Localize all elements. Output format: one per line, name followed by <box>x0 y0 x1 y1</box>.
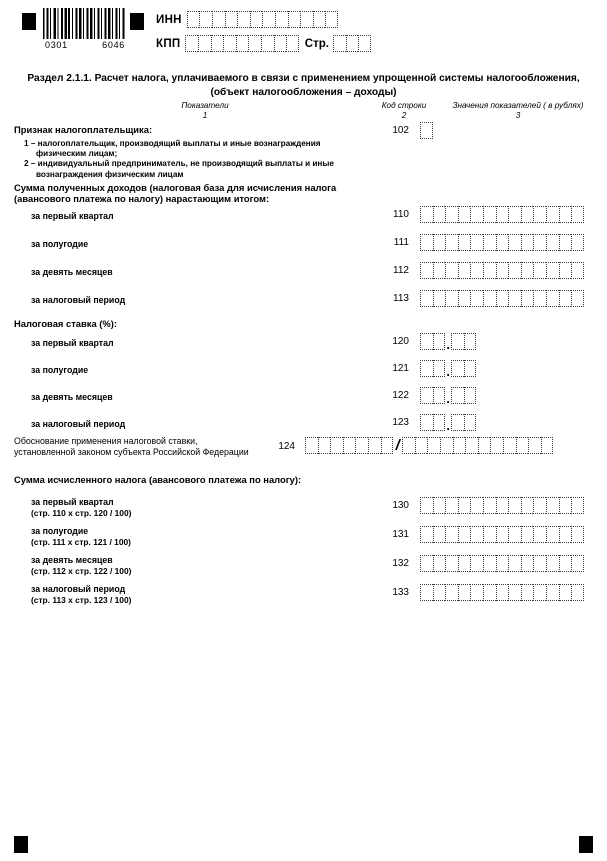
input-cell[interactable] <box>343 437 356 454</box>
input-cell[interactable] <box>451 387 464 404</box>
input-cell[interactable] <box>433 206 446 223</box>
input-cell[interactable] <box>451 360 464 377</box>
value-input-110[interactable] <box>420 206 584 223</box>
value-input-124[interactable] <box>305 437 553 454</box>
hint-line-3: 2 – индивидуальный предприниматель, не производящий выплаты и иные <box>24 159 334 169</box>
page-number-label: Стр. <box>304 37 329 50</box>
input-cell[interactable] <box>470 234 483 251</box>
line-code-120: 120 <box>392 336 409 347</box>
value-input-113[interactable] <box>420 290 584 307</box>
input-cell[interactable] <box>420 414 433 431</box>
row-formula-133: (стр. 113 x стр. 123 / 100) <box>31 594 132 605</box>
input-cell[interactable] <box>433 333 446 350</box>
input-cell[interactable] <box>533 290 546 307</box>
input-cell[interactable] <box>508 526 521 543</box>
barcode-left-digits: 0301 <box>45 40 68 50</box>
input-cell[interactable] <box>483 555 496 572</box>
title-line-1: Раздел 2.1.1. Расчет налога, уплачиваемого в связи с применением упрощенной системы налогообложения, <box>27 73 580 84</box>
input-cell[interactable] <box>483 497 496 514</box>
input-cell[interactable] <box>458 555 471 572</box>
input-cell[interactable] <box>300 11 313 28</box>
input-cell[interactable] <box>508 234 521 251</box>
row-label-111: за полугодие <box>31 239 89 249</box>
decimal-separator: . <box>446 418 450 433</box>
kpp-input[interactable] <box>185 35 298 52</box>
input-cell[interactable] <box>433 234 446 251</box>
input-cell[interactable] <box>402 437 415 454</box>
input-cell[interactable] <box>458 262 471 279</box>
input-cell[interactable] <box>420 290 433 307</box>
input-cell[interactable] <box>533 206 546 223</box>
hint-line-2: физическим лицам; <box>36 149 118 159</box>
row-label-131 <box>31 526 131 547</box>
input-cell[interactable] <box>236 35 249 52</box>
input-cell[interactable] <box>546 526 559 543</box>
input-cell[interactable] <box>433 262 446 279</box>
input-cell[interactable] <box>546 497 559 514</box>
input-cell[interactable] <box>571 497 584 514</box>
line-code-110: 110 <box>393 209 409 220</box>
input-cell[interactable] <box>516 437 529 454</box>
line-code-112: 112 <box>393 265 409 276</box>
value-input-120[interactable] <box>420 333 476 350</box>
line-code-131: 131 <box>392 529 409 540</box>
row-label-132 <box>31 555 131 576</box>
input-cell[interactable] <box>433 497 446 514</box>
input-cell[interactable] <box>508 584 521 601</box>
input-cell[interactable] <box>470 290 483 307</box>
input-cell[interactable] <box>445 526 458 543</box>
input-cell[interactable] <box>508 206 521 223</box>
section-title-income-line-2: (авансового платежа по налогу) нарастающим итогом: <box>14 193 270 204</box>
kpp-field-row <box>156 35 371 52</box>
input-cell[interactable] <box>420 555 433 572</box>
input-cell[interactable] <box>571 290 584 307</box>
input-cell[interactable] <box>420 206 433 223</box>
input-cell[interactable] <box>420 526 433 543</box>
input-cell[interactable] <box>546 206 559 223</box>
input-cell[interactable] <box>470 584 483 601</box>
row-label-130-text: за первый квартал <box>31 497 114 507</box>
input-cell[interactable] <box>445 234 458 251</box>
input-cell[interactable] <box>198 35 211 52</box>
row-label-113: за налоговый период <box>31 295 126 305</box>
input-cell[interactable] <box>433 387 446 404</box>
input-cell[interactable] <box>346 35 359 52</box>
input-cell[interactable] <box>571 526 584 543</box>
input-cell[interactable] <box>212 11 225 28</box>
input-cell[interactable] <box>458 290 471 307</box>
input-cell[interactable] <box>571 262 584 279</box>
row-label-121: за полугодие <box>31 365 89 375</box>
rate-justification-line-1: Обоснование применения налоговой ставки, <box>14 436 198 446</box>
taxpayer-attribute-hint <box>24 139 334 180</box>
input-cell[interactable] <box>483 290 496 307</box>
input-cell[interactable] <box>571 234 584 251</box>
line-code-121: 121 <box>392 363 409 374</box>
input-cell[interactable] <box>464 414 477 431</box>
input-cell[interactable] <box>521 526 534 543</box>
input-cell[interactable] <box>483 234 496 251</box>
value-input-132[interactable] <box>420 555 584 572</box>
input-cell[interactable] <box>286 35 299 52</box>
value-input-111[interactable] <box>420 234 584 251</box>
input-cell[interactable] <box>451 333 464 350</box>
input-cell[interactable] <box>521 555 534 572</box>
input-cell[interactable] <box>458 584 471 601</box>
input-cell[interactable] <box>358 35 371 52</box>
row-label-112: за девять месяцев <box>31 267 113 277</box>
input-cell[interactable] <box>262 11 275 28</box>
input-cell[interactable] <box>451 414 464 431</box>
rate-justification-label <box>14 436 249 457</box>
row-label-120: за первый квартал <box>31 338 114 348</box>
decimal-separator: . <box>446 391 450 406</box>
input-cell[interactable] <box>541 437 554 454</box>
input-cell[interactable] <box>508 262 521 279</box>
input-cell[interactable] <box>433 414 446 431</box>
input-cell[interactable] <box>496 206 509 223</box>
section-title-tax-rate: Налоговая ставка (%): <box>14 318 117 329</box>
input-cell[interactable] <box>318 437 331 454</box>
input-cell[interactable] <box>185 35 198 52</box>
input-cell[interactable] <box>533 526 546 543</box>
row-label-133 <box>31 584 131 605</box>
input-cell[interactable] <box>415 437 428 454</box>
input-cell[interactable] <box>427 437 440 454</box>
corner-mark-bottom-left <box>14 836 28 853</box>
column-headers <box>0 101 607 123</box>
line-code-122: 122 <box>392 390 409 401</box>
input-cell[interactable] <box>458 497 471 514</box>
input-cell[interactable] <box>237 11 250 28</box>
input-cell[interactable] <box>490 437 503 454</box>
corner-mark-top-left <box>22 13 36 30</box>
input-cell[interactable] <box>533 497 546 514</box>
row-label-133-text: за налоговый период <box>31 584 126 594</box>
value-input-123[interactable] <box>420 414 476 431</box>
input-cell[interactable] <box>325 11 338 28</box>
input-cell[interactable] <box>420 122 433 139</box>
input-cell[interactable] <box>503 437 516 454</box>
input-cell[interactable] <box>464 360 477 377</box>
input-cell[interactable] <box>313 11 326 28</box>
input-cell[interactable] <box>546 290 559 307</box>
column-header-values-num: 3 <box>515 111 521 120</box>
inn-input[interactable] <box>187 11 338 28</box>
value-input-131[interactable] <box>420 526 584 543</box>
line-code-132: 132 <box>392 558 409 569</box>
input-cell[interactable] <box>546 234 559 251</box>
section-title-income-line-1: Сумма полученных доходов (налоговая база для исчисления налога <box>14 182 337 193</box>
input-cell[interactable] <box>483 526 496 543</box>
input-cell[interactable] <box>445 262 458 279</box>
row-label-132-text: за девять месяцев <box>31 555 113 565</box>
column-header-values-text: Значения показателей ( в рублях) <box>452 101 584 110</box>
row-label-123: за налоговый период <box>31 419 126 429</box>
input-cell[interactable] <box>420 497 433 514</box>
barcode-right-digits: 6046 <box>102 40 125 50</box>
input-cell[interactable] <box>508 290 521 307</box>
row-formula-130: (стр. 110 x стр. 120 / 100) <box>31 507 132 518</box>
hint-line-1: 1 – налогоплательщик, производящий выплаты и иные вознаграждения <box>24 139 321 148</box>
section-title-taxpayer-attribute: Признак налогоплательщика: <box>14 124 153 135</box>
row-label-122: за девять месяцев <box>31 392 113 402</box>
input-cell[interactable] <box>381 437 394 454</box>
input-cell[interactable] <box>496 234 509 251</box>
decimal-separator: . <box>446 337 450 352</box>
input-cell[interactable] <box>496 262 509 279</box>
row-label-110: за первый квартал <box>31 211 114 221</box>
input-cell[interactable] <box>453 437 466 454</box>
slash-separator: / <box>395 437 400 454</box>
section-title-calculated-tax: Сумма исчисленного налога (авансового платежа по налогу): <box>14 474 302 485</box>
kpp-label: КПП <box>156 37 181 50</box>
input-cell[interactable] <box>333 35 346 52</box>
input-cell[interactable] <box>470 555 483 572</box>
input-cell[interactable] <box>187 11 200 28</box>
input-cell[interactable] <box>483 262 496 279</box>
hint-line-4: вознаграждения физическим лицам <box>36 169 184 179</box>
input-cell[interactable] <box>559 526 572 543</box>
input-cell[interactable] <box>533 262 546 279</box>
column-header-indicators-text: Показатели <box>181 101 229 110</box>
value-input-102[interactable] <box>420 122 433 139</box>
input-cell[interactable] <box>248 35 261 52</box>
line-code-102: 102 <box>392 125 409 136</box>
input-cell[interactable] <box>465 437 478 454</box>
input-cell[interactable] <box>274 35 287 52</box>
input-cell[interactable] <box>420 387 433 404</box>
input-cell[interactable] <box>305 437 318 454</box>
value-input-130[interactable] <box>420 497 584 514</box>
row-formula-131: (стр. 111 x стр. 121 / 100) <box>31 536 131 547</box>
inn-label: ИНН <box>156 13 182 26</box>
input-cell[interactable] <box>546 555 559 572</box>
input-cell[interactable] <box>496 497 509 514</box>
input-cell[interactable] <box>433 290 446 307</box>
input-cell[interactable] <box>528 437 541 454</box>
input-cell[interactable] <box>533 584 546 601</box>
input-cell[interactable] <box>559 290 572 307</box>
input-cell[interactable] <box>470 526 483 543</box>
column-header-line-code-text: Код строки <box>381 101 427 110</box>
line-code-111: 111 <box>393 237 409 248</box>
input-cell[interactable] <box>496 290 509 307</box>
input-cell[interactable] <box>420 234 433 251</box>
input-cell[interactable] <box>261 35 274 52</box>
input-cell[interactable] <box>223 35 236 52</box>
input-cell[interactable] <box>470 206 483 223</box>
input-cell[interactable] <box>211 35 224 52</box>
input-cell[interactable] <box>478 437 491 454</box>
input-cell[interactable] <box>464 333 477 350</box>
line-code-123: 123 <box>392 417 409 428</box>
line-code-133: 133 <box>392 587 409 598</box>
input-cell[interactable] <box>420 584 433 601</box>
input-cell[interactable] <box>433 360 446 377</box>
line-code-124: 124 <box>278 441 295 452</box>
input-cell[interactable] <box>433 584 446 601</box>
input-cell[interactable] <box>521 206 534 223</box>
decimal-separator: . <box>446 364 450 379</box>
input-cell[interactable] <box>458 206 471 223</box>
input-cell[interactable] <box>470 497 483 514</box>
line-code-130: 130 <box>392 500 409 511</box>
input-cell[interactable] <box>559 584 572 601</box>
input-cell[interactable] <box>559 497 572 514</box>
input-cell[interactable] <box>559 234 572 251</box>
input-cell[interactable] <box>559 262 572 279</box>
input-cell[interactable] <box>420 333 433 350</box>
input-cell[interactable] <box>546 584 559 601</box>
corner-mark-top-right <box>130 13 144 30</box>
input-cell[interactable] <box>288 11 301 28</box>
value-input-112[interactable] <box>420 262 584 279</box>
column-header-line-code-num: 2 <box>401 111 407 120</box>
input-cell[interactable] <box>199 11 212 28</box>
input-cell[interactable] <box>433 555 446 572</box>
input-cell[interactable] <box>330 437 343 454</box>
input-cell[interactable] <box>521 584 534 601</box>
input-cell[interactable] <box>275 11 288 28</box>
input-cell[interactable] <box>250 11 263 28</box>
column-header-values <box>432 101 604 121</box>
input-cell[interactable] <box>440 437 453 454</box>
input-cell[interactable] <box>464 387 477 404</box>
input-cell[interactable] <box>458 526 471 543</box>
row-label-131-text: за полугодие <box>31 526 89 536</box>
rate-justification-line-2: установленной законом субъекта Российской Федерации <box>14 446 249 457</box>
input-cell[interactable] <box>496 584 509 601</box>
input-cell[interactable] <box>368 437 381 454</box>
input-cell[interactable] <box>420 262 433 279</box>
input-cell[interactable] <box>571 206 584 223</box>
input-cell[interactable] <box>458 234 471 251</box>
input-cell[interactable] <box>533 234 546 251</box>
value-input-121[interactable] <box>420 360 476 377</box>
input-cell[interactable] <box>571 584 584 601</box>
inn-field-row <box>156 11 338 28</box>
input-cell[interactable] <box>559 206 572 223</box>
column-header-indicators-num: 1 <box>202 111 208 120</box>
input-cell[interactable] <box>546 262 559 279</box>
page-number-input[interactable] <box>333 35 371 52</box>
input-cell[interactable] <box>508 497 521 514</box>
input-cell[interactable] <box>521 262 534 279</box>
input-cell[interactable] <box>445 290 458 307</box>
barcode-digits <box>43 39 127 50</box>
barcode-bars <box>43 8 127 39</box>
input-cell[interactable] <box>445 497 458 514</box>
input-cell[interactable] <box>559 555 572 572</box>
input-cell[interactable] <box>445 206 458 223</box>
input-cell[interactable] <box>521 290 534 307</box>
corner-mark-bottom-right <box>579 836 593 853</box>
input-cell[interactable] <box>571 555 584 572</box>
page-title <box>0 72 607 99</box>
line-code-113: 113 <box>393 293 409 304</box>
input-cell[interactable] <box>496 526 509 543</box>
input-cell[interactable] <box>445 584 458 601</box>
row-label-130 <box>31 497 131 518</box>
input-cell[interactable] <box>483 206 496 223</box>
column-header-indicators <box>135 101 275 121</box>
title-line-2: (объект налогообложения – доходы) <box>210 86 397 98</box>
input-cell[interactable] <box>521 234 534 251</box>
value-input-133[interactable] <box>420 584 584 601</box>
form-barcode <box>43 8 127 50</box>
input-cell[interactable] <box>470 262 483 279</box>
input-cell[interactable] <box>533 555 546 572</box>
row-formula-132: (стр. 112 x стр. 122 / 100) <box>31 565 132 576</box>
input-cell[interactable] <box>355 437 368 454</box>
input-cell[interactable] <box>420 360 433 377</box>
input-cell[interactable] <box>483 584 496 601</box>
input-cell[interactable] <box>496 555 509 572</box>
input-cell[interactable] <box>521 497 534 514</box>
input-cell[interactable] <box>225 11 238 28</box>
input-cell[interactable] <box>445 555 458 572</box>
input-cell[interactable] <box>433 526 446 543</box>
value-input-122[interactable] <box>420 387 476 404</box>
input-cell[interactable] <box>508 555 521 572</box>
